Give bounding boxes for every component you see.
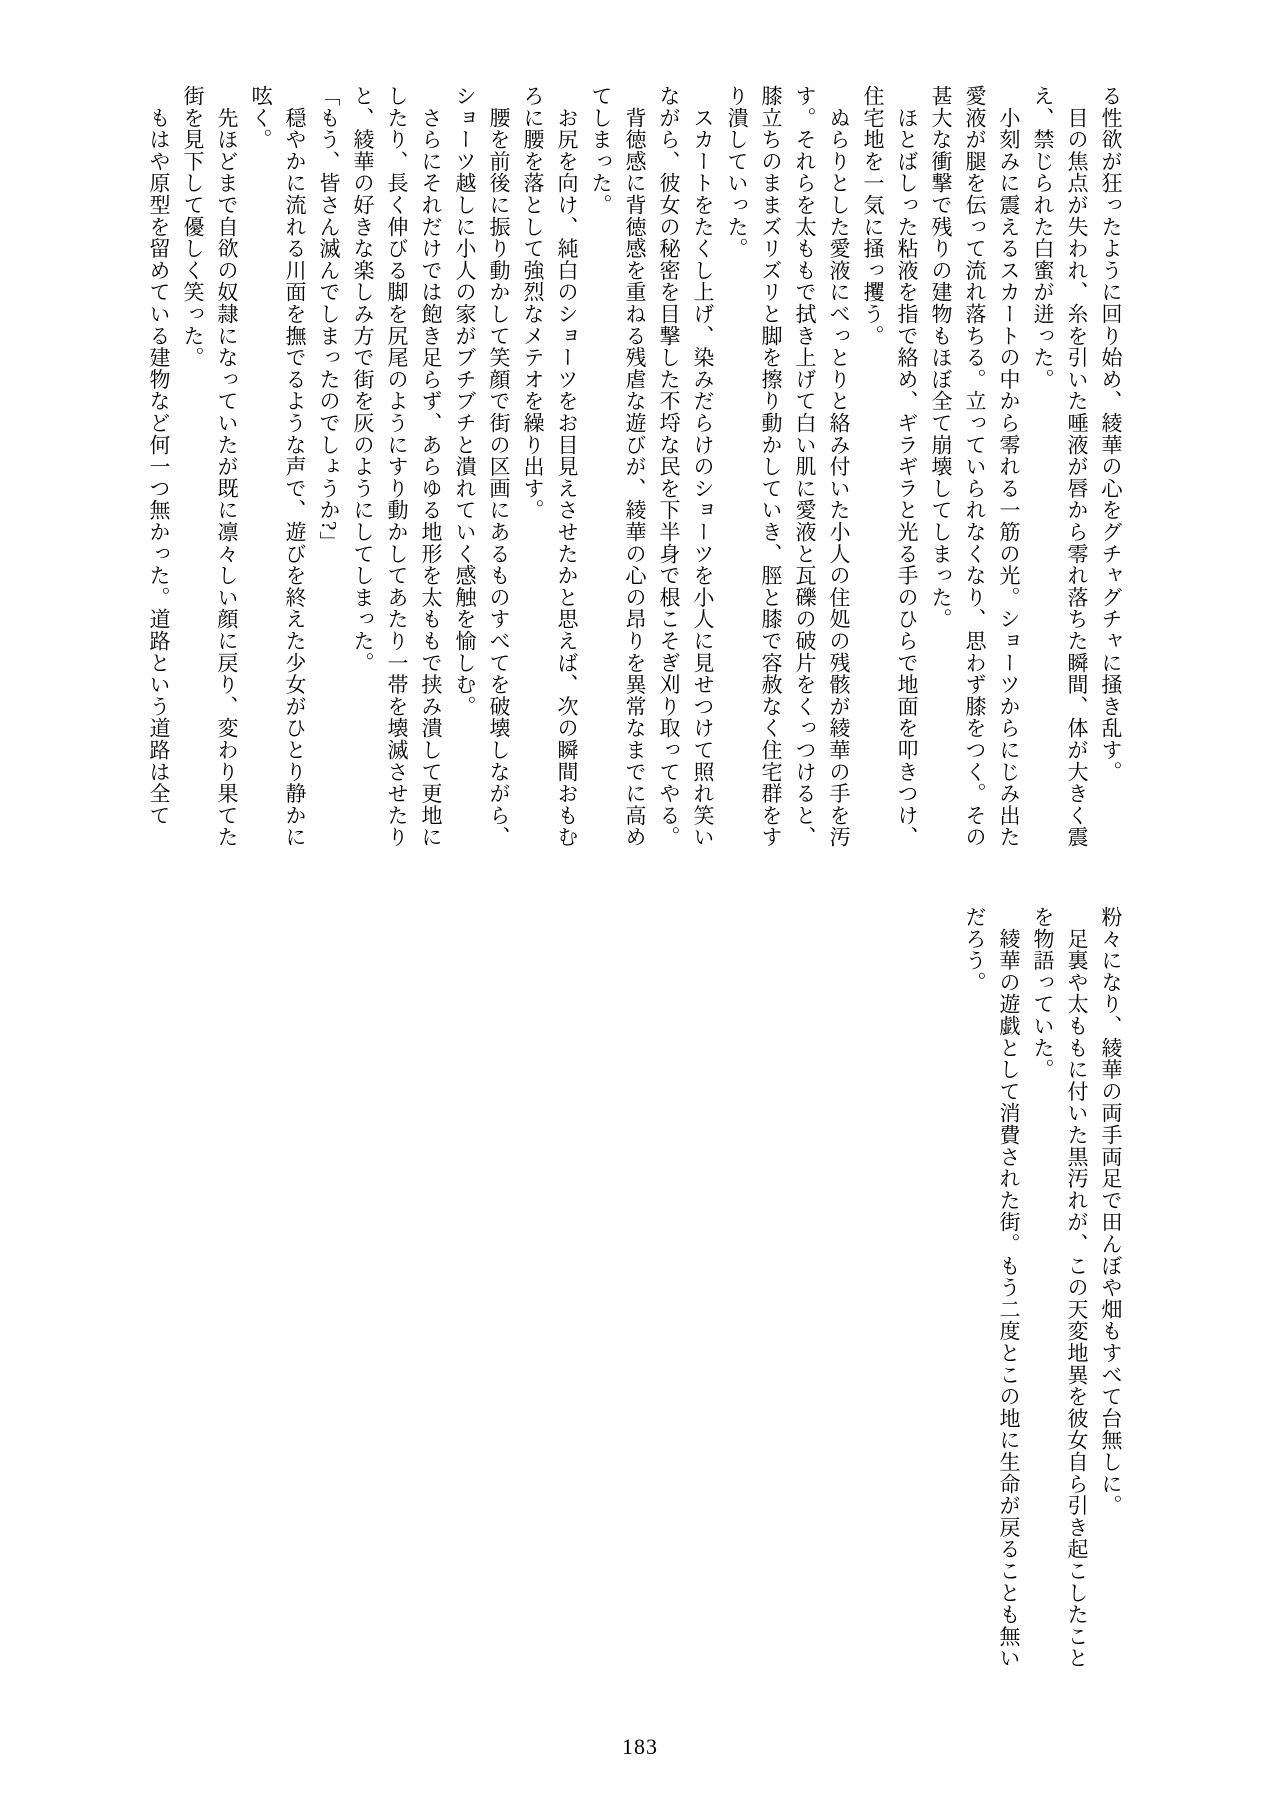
text-line: ぬらりとした愛液にべっとりと絡み付いた小人の住処の残骸が綾華の手を汚 — [827, 85, 851, 848]
text-line: 粉々になり、綾華の両手両足で田んぼや畑もすべて台無しに。 — [1099, 906, 1123, 1517]
lower-text-block — [958, 906, 1128, 1670]
text-line: ろに腰を落として強烈なメテオを繰り出す。 — [521, 85, 545, 521]
text-line: 背徳感に背徳感を重ねる残虐な遊びが、綾華の心の昂りを異常なまでに高め — [623, 85, 647, 848]
text-line: 膝立ちのままズリズリと脚を擦り動かしていき、脛と膝で容赦なく住宅群をす — [759, 85, 783, 848]
text-line: てしまった。 — [589, 85, 613, 216]
text-line: す。それらを太ももで拭き上げて白い肌に愛液と瓦礫の破片をくっつけると、 — [793, 85, 817, 848]
text-line: ショーツ越しに小人の家がブチブチと潰れていく感触を愉しむ。 — [453, 85, 477, 718]
text-line: 小刻みに震えるスカートの中から零れる一筋の光。ショーツからにじみ出た — [997, 85, 1021, 848]
text-line: 腰を前後に振り動かして笑顔で街の区画にあるものすべてを破壊しながら、 — [487, 85, 511, 848]
text-line: もはや原型を留めている建物など何一つ無かった。道路という道路は全て — [147, 85, 171, 827]
text-line: だろう。 — [963, 906, 987, 994]
upper-text-block — [142, 85, 1128, 849]
text-line: と、綾華の好きな楽しみ方で街を灰のようにしてしまった。 — [351, 85, 375, 674]
text-line: ながら、彼女の秘密を目撃した不埒な民を下半身で根こそぎ刈り取ってやる。 — [657, 85, 681, 848]
text-line: 呟く。 — [249, 85, 273, 151]
text-line: お尻を向け、純白のショーツをお目見えさせたかと思えば、次の瞬間おもむ — [555, 85, 579, 848]
text-line: 先ほどまで自欲の奴隷になっていたが既に凛々しい顔に戻り、変わり果てた — [215, 85, 239, 848]
text-line: スカートをたくし上げ、染みだらけのショーツを小人に見せつけて照れ笑い — [691, 85, 715, 848]
text-line: さらにそれだけでは飽き足らず、あらゆる地形を太ももで挟み潰して更地に — [419, 85, 443, 848]
text-line: を物語っていた。 — [1031, 906, 1055, 1081]
text-line: ほとばしった粘液を指で絡め、ギラギラと光る手のひらで地面を叩きつけ、 — [895, 85, 919, 848]
text-line: え、禁じられた白蜜が迸った。 — [1031, 85, 1055, 391]
text-line: り潰していった。 — [725, 85, 749, 260]
text-line: 足裏や太ももに付いた黒汚れが、この天変地異を彼女自ら引き起こしたこと — [1065, 906, 1089, 1669]
text-line: る性欲が狂ったように回り始め、綾華の心をグチャグチャに掻き乱す。 — [1099, 85, 1123, 783]
text-line: 甚大な衝撃で残りの建物もほぼ全て崩壊してしまった。 — [929, 85, 953, 630]
text-line: したり、長く伸びる脚を尻尾のようにすり動かしてあたり一帯を壊滅させたり — [385, 85, 409, 848]
text-line: 住宅地を一気に掻っ攫う。 — [861, 85, 885, 347]
text-line: 街を見下して優しく笑った。 — [181, 85, 205, 369]
text-line: 穏やかに流れる川面を撫でるような声で、遊びを終えた少女がひとり静かに — [283, 85, 307, 848]
text-line: 目の焦点が失われ、糸を引いた唾液が唇から零れ落ちた瞬間、体が大きく震 — [1065, 85, 1089, 848]
page-number: 183 — [622, 1734, 658, 1759]
text-line: 綾華の遊戯として消費された街。もう二度とこの地に生命が戻ることも無い — [997, 906, 1021, 1669]
text-line: 愛液が腿を伝って流れ落ちる。立っていられなくなり、思わず膝をつく。その — [963, 85, 987, 848]
text-line: 「もう、皆さん滅んでしまったのでしょうか?」 — [317, 85, 341, 553]
